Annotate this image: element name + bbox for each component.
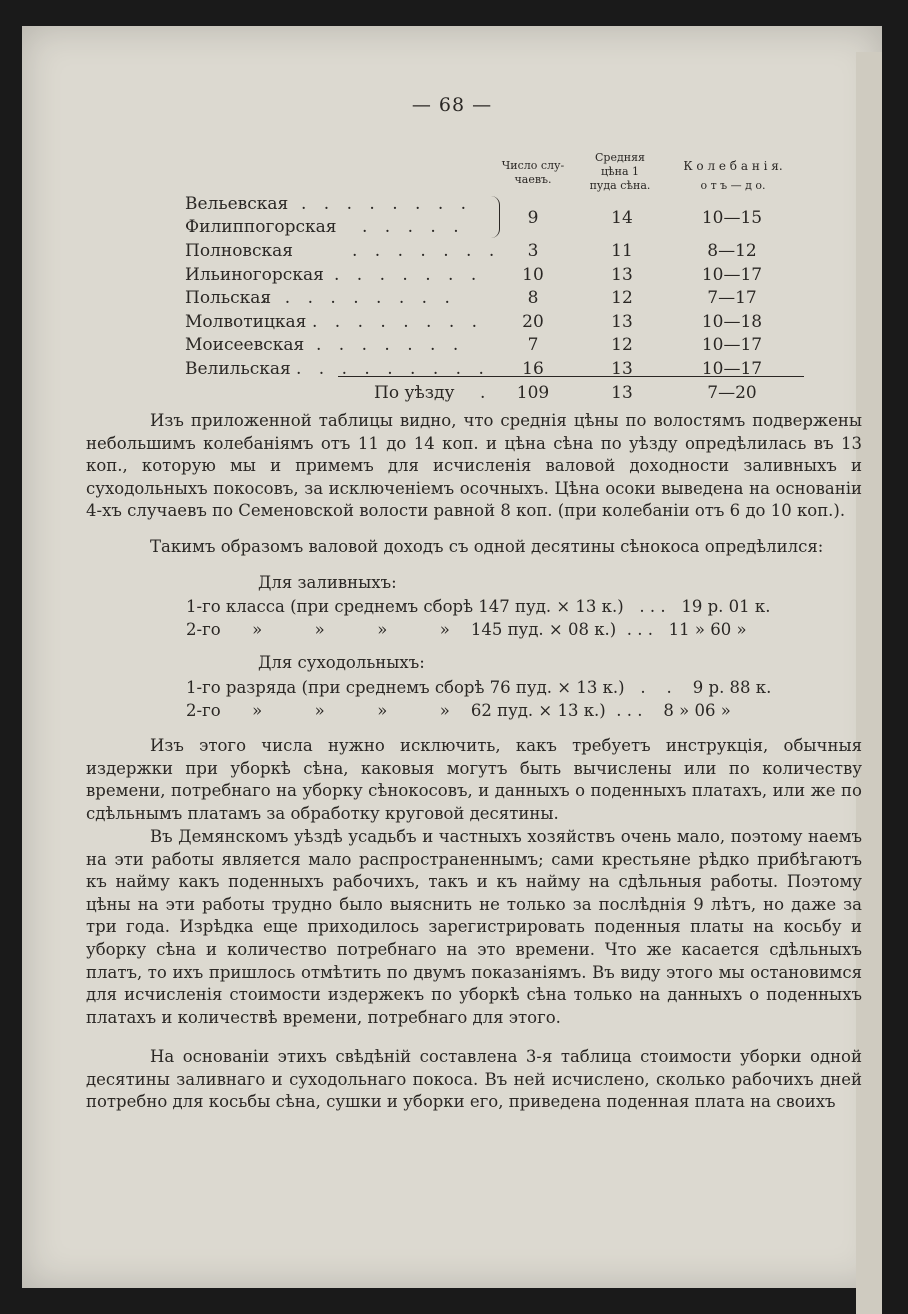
paragraph-3: Изъ этого числа нужно исключить, какъ требуетъ инструкція, обычныя издержки при уборкѣ сѣна, каковыя могутъ быть вычислены или по количеству времени, потребнаго на уборку сѣнокосовъ, и данныхъ о поденныхъ платахъ, или же по сдѣльнымъ платамъ за обработку круговой десятины. [86,736,862,823]
table-row [22,359,882,385]
cases-value: 20 [522,312,544,332]
cases-value: 9 [527,208,539,228]
volost-name: Полновская [185,241,294,261]
leader-dots: . . . . . . . [352,241,501,261]
table-row [22,208,882,243]
cases-value: 7 [527,335,539,355]
income-zal-title: Для заливныхъ: [258,573,397,592]
price-value: 13 [611,312,633,332]
cases-value: 8 [527,288,539,308]
header-range-sub: о т ъ — д о. [700,179,766,192]
header-avg-price: Средняя цѣна 1 пуда сѣна. [589,151,651,192]
total-rule [338,376,804,377]
header-cases: Число слу- чаевъ. [501,159,565,186]
price-value: 13 [611,359,633,379]
range-value: 10—15 [701,208,763,228]
leader-dots: . . . . . . . [316,335,465,355]
price-value: 13 [611,383,633,403]
table-row [22,288,882,314]
range-value: 7—17 [707,288,757,308]
volost-name: Вельевская [185,194,289,214]
page-number: — 68 — [411,94,493,116]
cases-value: 10 [522,265,544,285]
price-value: 14 [611,208,633,228]
price-value: 11 [611,241,633,261]
price-value: 13 [611,265,633,285]
price-value: 12 [611,335,633,355]
range-value: 10—17 [701,335,763,355]
volost-name: Молвотицкая [185,312,307,332]
table-row [22,241,882,267]
income-suh-1: 1-го разряда (при среднемъ сборѣ 76 пуд. × 13 к.) . . 9 р. 88 к. [186,678,772,697]
range-value: 10—17 [701,265,763,285]
leader-dots: . . . . . . . . [301,194,473,214]
volost-name: Моисеевская [185,335,305,355]
income-suh-2: 2-го » » » » 62 пуд. × 13 к.) . . . 8 » 06 » [186,701,731,720]
leader-dots: . . . . . . . . . [296,359,490,379]
paragraph-5: На основаніи этихъ свѣдѣній составлена 3-я таблица стоимости уборки одной десятины заливнаго и суходольнаго покоса. Въ ней исчислено, сколько рабочихъ дней потребно для косьбы сѣна, сушки и уборки его, приведена поденная плата на своихъ [86,1047,862,1112]
range-value: 10—17 [701,359,763,379]
price-value: 12 [611,288,633,308]
paragraph-2: Такимъ образомъ валовой доходъ съ одной десятины сѣнокоса опредѣлился: [150,537,824,556]
cases-value: 3 [527,241,539,261]
book-page [22,26,882,1288]
table-total-row [22,383,882,409]
range-value: 8—12 [707,241,757,261]
cases-value: 16 [522,359,544,379]
volost-name: Ильиногорская [185,265,324,285]
volost-name: Филиппогорская [185,217,337,237]
leader-dots: . . . . . . . [334,265,483,285]
leader-dots: . . . . . . . . [312,312,484,332]
paragraph-1: Изъ приложенной таблицы видно, что среднія цѣны по волостямъ подвержены небольшимъ колебаніямъ отъ 11 до 14 коп. и цѣна сѣна по уѣзду опредѣлилась въ 13 коп., которую мы и примемъ для исчисленія валовой доходности заливныхъ и суходольныхъ покосовъ, за исключеніемъ осочныхъ. Цѣна осоки выведена на основаніи 4-хъ случаевъ по Семеновской волости равной 8 коп. (при колебаніи отъ 6 до 10 коп.). [86,411,862,521]
range-value: 10—18 [701,312,763,332]
header-range: К о л е б а н і я. [683,159,783,173]
table-row [22,335,882,361]
leader-dots: . . . . . . . . . [262,288,456,308]
cases-value: 109 [516,383,550,403]
leader-dots: . . . . . [362,217,465,237]
leader-dots: . [480,383,492,403]
volost-name: Польская [185,288,272,308]
total-label: По уѣзду [374,383,455,403]
income-zal-2: 2-го » » » » 145 пуд. × 08 к.) . . . 11 » 60 » [186,620,747,639]
volost-name: Велильская [185,359,291,379]
paragraph-4: Въ Демянскомъ уѣздѣ усадьбъ и частныхъ хозяйствъ очень мало, поэтому наемъ на эти работы является мало распространеннымъ; сами крестьяне рѣдко прибѣгаютъ къ найму какъ поденныхъ рабочихъ, такъ и къ найму на сдѣльныя работы. Поэтому цѣны на эти работы трудно было выяснить не только за послѣднія 9 лѣтъ, но даже за три года. Изрѣдка еще приходилось зарегистрировать поденныя платы на косьбу и уборку сѣна и количество потребнаго на это времени. Что же касается сдѣльныхъ платъ, то ихъ пришлось отмѣтить по двумъ показаніямъ. Въ виду этого мы остановимся для исчисленія стоимости издержекъ по уборкѣ сѣна только на данныхъ о поденныхъ платахъ и количествѣ времени, потребнаго для этого. [86,827,862,1027]
income-zal-1: 1-го класса (при среднемъ сборѣ 147 пуд. × 13 к.) . . . 19 р. 01 к. [186,597,771,616]
income-suh-title: Для суходольныхъ: [258,653,425,672]
range-value: 7—20 [707,383,757,403]
